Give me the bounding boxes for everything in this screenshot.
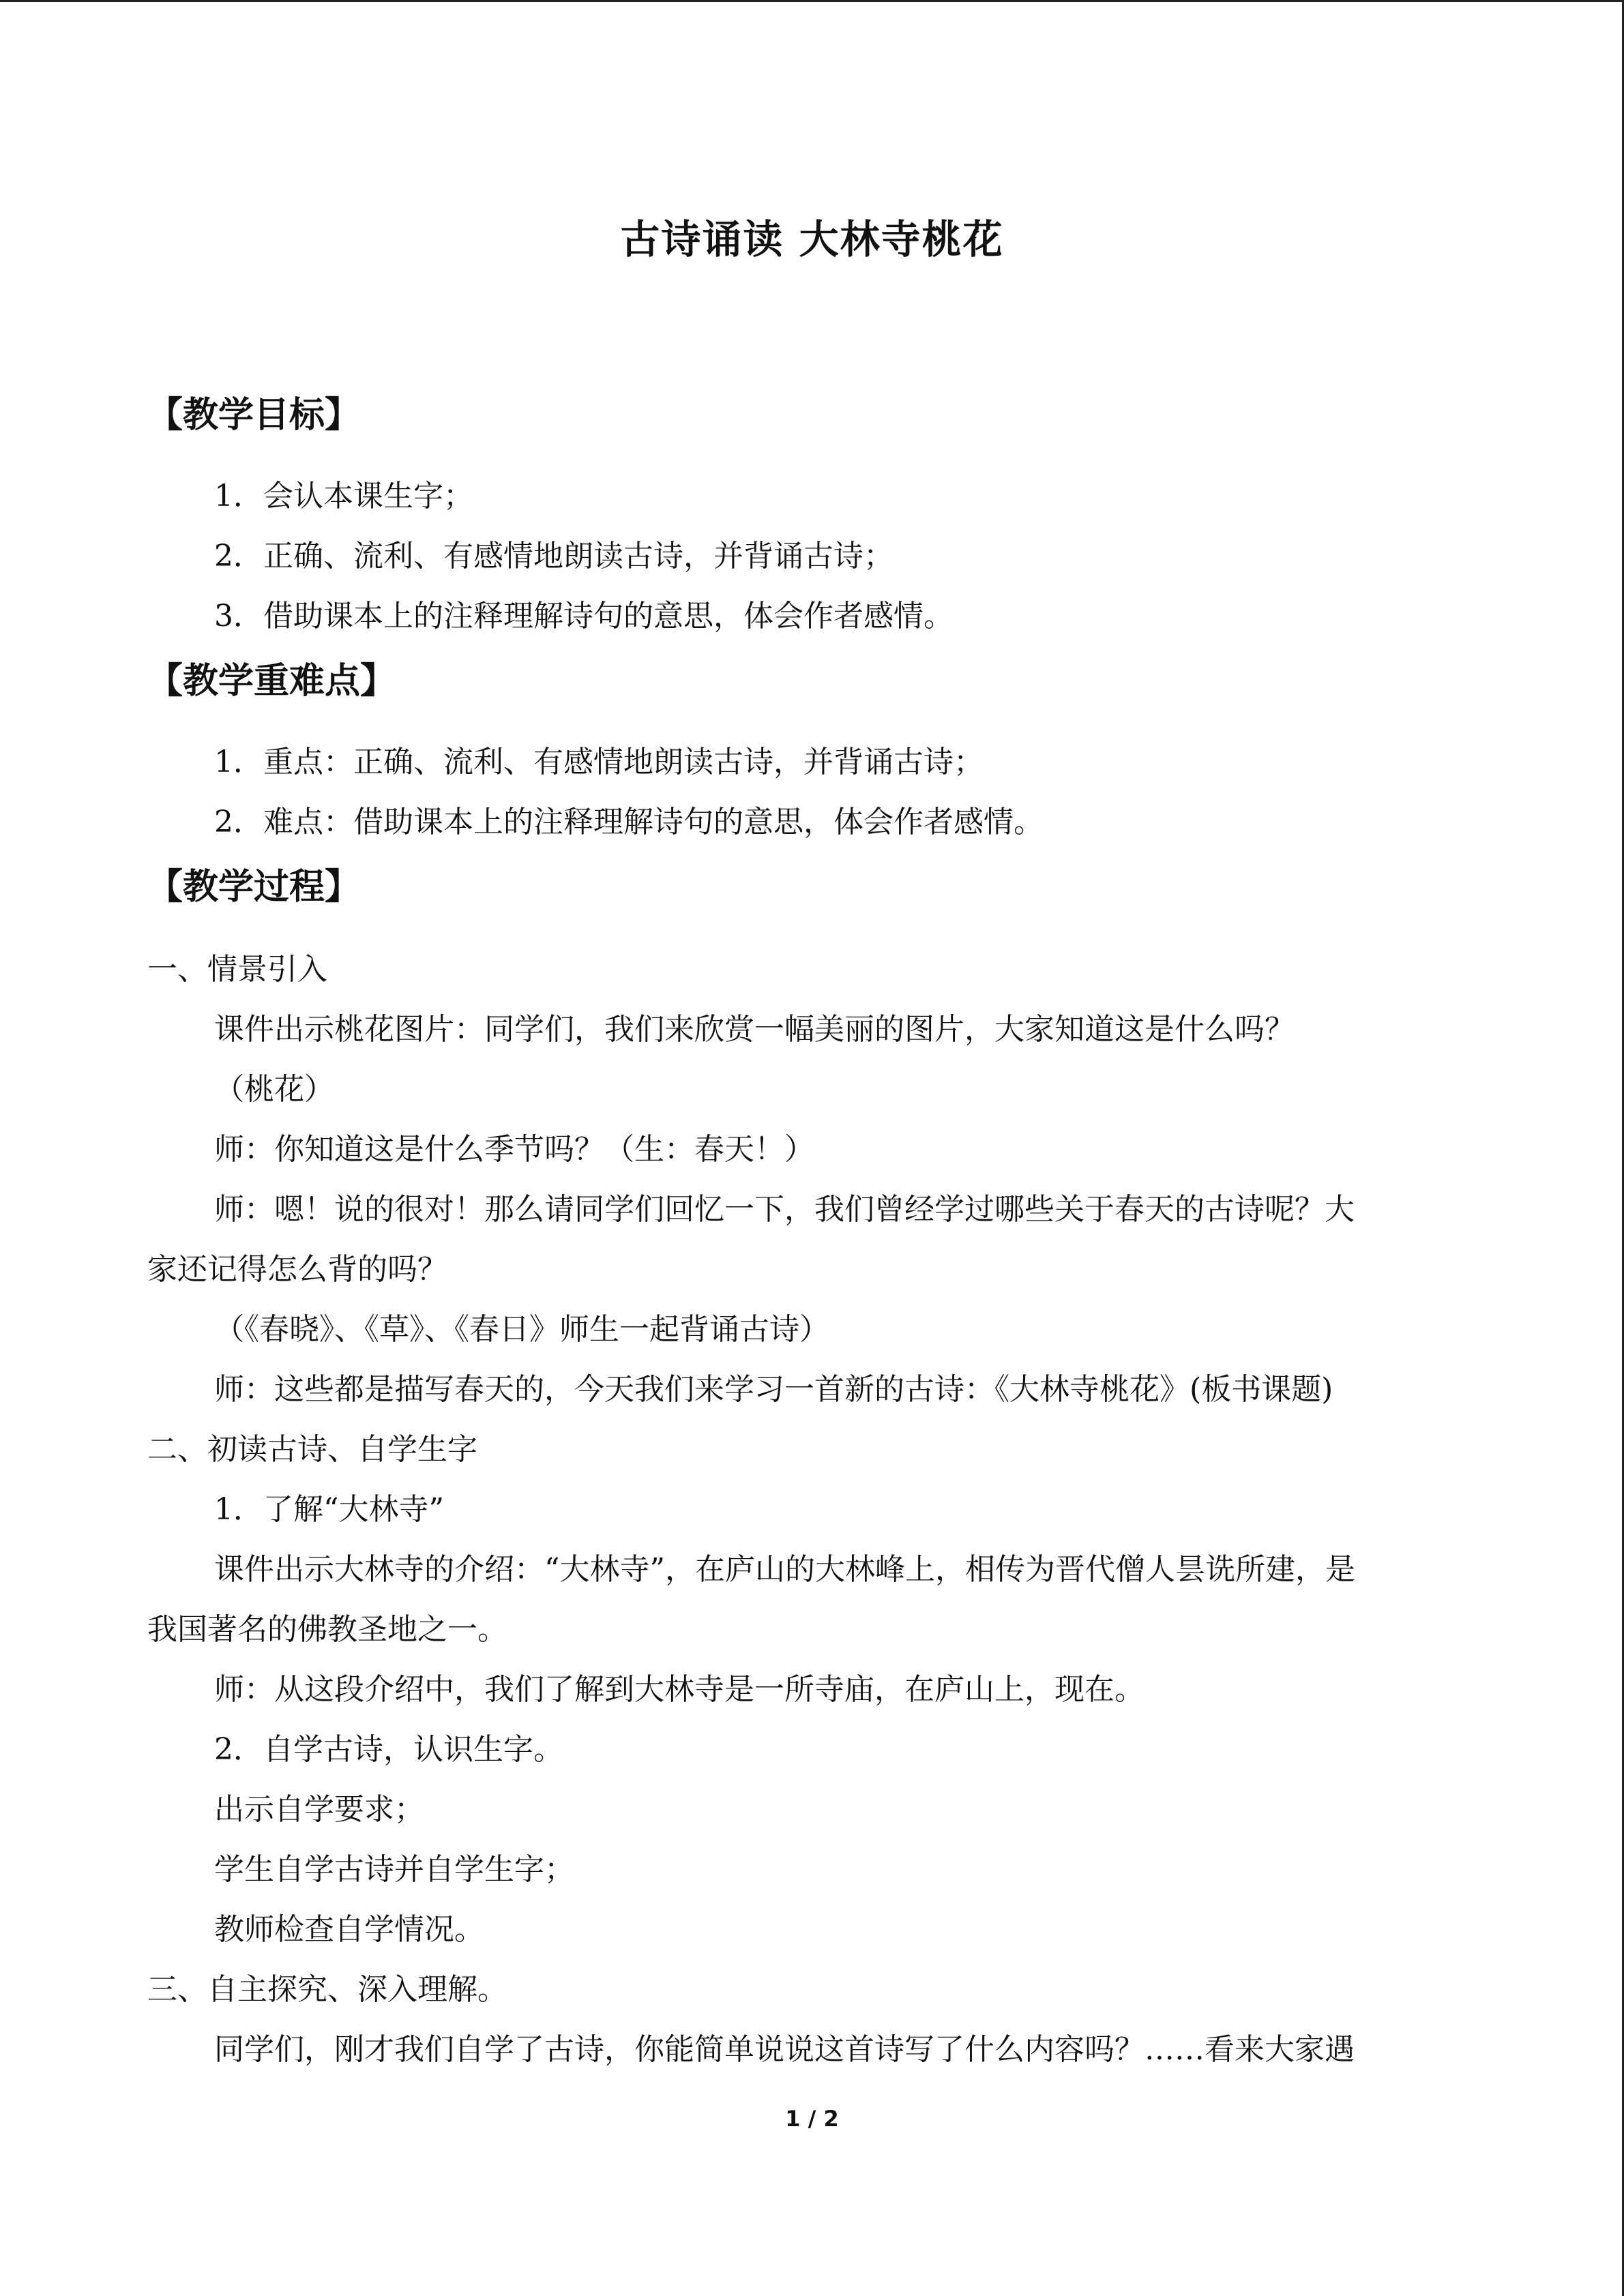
process-line: 师：这些都是描写春天的，今天我们来学习一首新的古诗：《大林寺桃花》(板书课题) <box>214 1372 1333 1407</box>
key-point-item: 2．难点：借助课本上的注释理解诗句的意思，体会作者感情。 <box>214 805 1044 839</box>
objective-item: 1．会认本课生字； <box>214 479 473 513</box>
process-line: 教师检查自学情况。 <box>214 1912 484 1947</box>
process-line: 师：从这段介绍中，我们了解到大林寺是一所寺庙，在庐山上，现在。 <box>214 1672 1145 1707</box>
process-line: 课件出示大林寺的介绍：“大林寺”，在庐山的大林峰上，相传为晋代僧人昙诜所建，是 <box>214 1552 1355 1587</box>
objective-item: 2．正确、流利、有感情地朗读古诗，并背诵古诗； <box>214 539 894 573</box>
process-line: 同学们，刚才我们自学了古诗，你能简单说说这首诗写了什么内容吗？……看来大家遇 <box>214 2032 1355 2067</box>
process-line: 师：嗯！说的很对！那么请同学们回忆一下，我们曾经学过哪些关于春天的古诗呢？大 <box>214 1192 1355 1227</box>
heading-key-points: 【教学重难点】 <box>147 661 396 702</box>
process-line: 师：你知道这是什么季节吗？（生：春天！） <box>214 1132 814 1167</box>
process-line: 我国著名的佛教圣地之一。 <box>147 1612 507 1647</box>
process-line: （《春晓》、《草》、《春日》师生一起背诵古诗） <box>214 1312 829 1347</box>
document-title: 古诗诵读 大林寺桃花 <box>620 216 1004 263</box>
key-point-item: 1．重点：正确、流利、有感情地朗读古诗，并背诵古诗； <box>214 745 984 779</box>
process-section-title: 一、情景引入 <box>147 952 327 987</box>
heading-objectives: 【教学目标】 <box>147 395 361 436</box>
process-line: 家还记得怎么背的吗？ <box>147 1252 447 1287</box>
heading-process: 【教学过程】 <box>147 867 361 908</box>
process-line: 2．自学古诗，认识生字。 <box>214 1732 563 1767</box>
process-section-title: 三、自主探究、深入理解。 <box>147 1972 507 2007</box>
process-line: 课件出示桃花图片：同学们，我们来欣赏一幅美丽的图片，大家知道这是什么吗？ <box>214 1012 1295 1047</box>
page-number: 1 / 2 <box>785 2106 839 2132</box>
objective-item: 3．借助课本上的注释理解诗句的意思，体会作者感情。 <box>214 599 954 633</box>
process-line: 出示自学要求； <box>214 1792 424 1827</box>
process-line: 学生自学古诗并自学生字； <box>214 1852 574 1887</box>
process-line: 1．了解“大林寺” <box>214 1492 444 1527</box>
process-line: （桃花） <box>214 1072 334 1107</box>
process-section-title: 二、初读古诗、自学生字 <box>147 1432 477 1467</box>
